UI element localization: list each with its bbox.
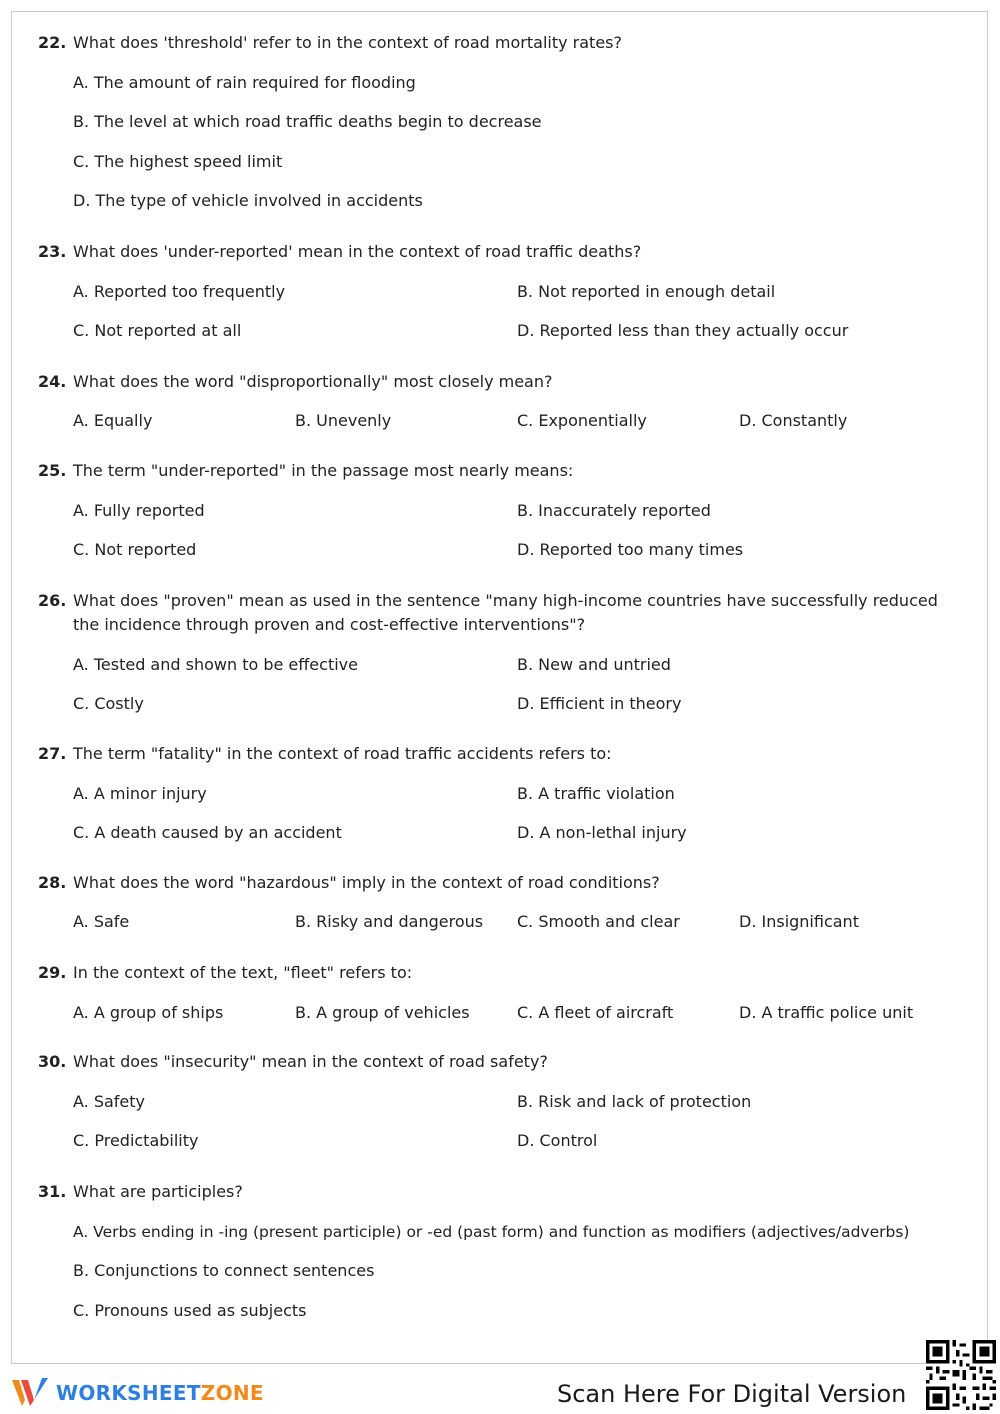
question-number: 27. <box>38 744 67 763</box>
question-number: 30. <box>38 1052 67 1071</box>
option-d[interactable]: D. Reported too many times <box>517 540 744 559</box>
question-text: What does the word "hazardous" imply in the context of road conditions? <box>73 873 660 892</box>
question-28 <box>38 871 938 935</box>
question-number: 22. <box>38 33 67 52</box>
worksheet-frame <box>11 11 988 1364</box>
question-number: 29. <box>38 963 67 982</box>
option-c[interactable]: C. Costly <box>73 694 144 713</box>
option-a[interactable]: A. Safe <box>73 912 130 931</box>
option-b[interactable]: B. New and untried <box>517 655 671 674</box>
option-c[interactable]: C. Predictability <box>73 1131 199 1150</box>
question-text: What does "proven" mean as used in the sentence "many high-income countries have successfully reduced the incidence through proven and cost-effective interventions"? <box>73 591 938 634</box>
option-d[interactable]: D. Constantly <box>739 411 848 430</box>
question-text: What are participles? <box>73 1182 243 1201</box>
question-text: What does the word "disproportionally" most closely mean? <box>73 372 553 391</box>
question-text: The term "under-reported" in the passage most nearly means: <box>73 461 574 480</box>
option-a[interactable]: A. Fully reported <box>73 501 205 520</box>
logo-text-zone: ZONE <box>200 1381 264 1405</box>
question-number: 28. <box>38 873 67 892</box>
question-text: The term "fatality" in the context of road traffic accidents refers to: <box>73 744 612 763</box>
option-c[interactable]: C. Pronouns used as subjects <box>73 1301 307 1320</box>
option-a[interactable]: A. Safety <box>73 1092 146 1111</box>
option-d[interactable]: D. Control <box>517 1131 598 1150</box>
question-number: 31. <box>38 1182 67 1201</box>
question-text: What does 'under-reported' mean in the context of road traffic deaths? <box>73 242 642 261</box>
option-d[interactable]: D. Efficient in theory <box>517 694 682 713</box>
option-a[interactable]: A. The amount of rain required for flooding <box>73 73 416 92</box>
option-b[interactable]: B. A group of vehicles <box>295 1003 470 1022</box>
question-number: 26. <box>38 591 67 610</box>
question-29 <box>38 961 938 1025</box>
logo-w-icon <box>10 1376 50 1410</box>
option-c[interactable]: C. A fleet of aircraft <box>517 1003 674 1022</box>
scan-instruction: Scan Here For Digital Version <box>557 1380 907 1408</box>
option-a[interactable]: A. Verbs ending in -ing (present participle) or -ed (past form) and function as modifiers (adjectives/adverbs) <box>73 1223 910 1241</box>
option-b[interactable]: B. Risky and dangerous <box>295 912 484 931</box>
qr-code-icon[interactable] <box>926 1340 996 1410</box>
option-a[interactable]: A. Tested and shown to be effective <box>73 655 358 674</box>
option-a[interactable]: A. Reported too frequently <box>73 282 286 301</box>
question-30 <box>38 1050 938 1154</box>
question-number: 25. <box>38 461 67 480</box>
option-c[interactable]: C. Smooth and clear <box>517 912 680 931</box>
option-d[interactable]: D. The type of vehicle involved in accidents <box>73 191 423 210</box>
option-d[interactable]: D. A non-lethal injury <box>517 823 687 842</box>
option-a[interactable]: A. A group of ships <box>73 1003 224 1022</box>
option-b[interactable]: B. Conjunctions to connect sentences <box>73 1261 375 1280</box>
question-31 <box>38 1180 938 1324</box>
question-27 <box>38 742 938 846</box>
option-a[interactable]: A. A minor injury <box>73 784 207 803</box>
question-text: What does 'threshold' refer to in the context of road mortality rates? <box>73 33 622 52</box>
option-c[interactable]: C. A death caused by an accident <box>73 823 342 842</box>
option-b[interactable]: B. Unevenly <box>295 411 392 430</box>
question-text: What does "insecurity" mean in the context of road safety? <box>73 1052 548 1071</box>
option-c[interactable]: C. Exponentially <box>517 411 647 430</box>
question-24 <box>38 370 938 434</box>
option-b[interactable]: B. Risk and lack of protection <box>517 1092 752 1111</box>
option-b[interactable]: B. Inaccurately reported <box>517 501 711 520</box>
option-b[interactable]: B. The level at which road traffic deaths begin to decrease <box>73 112 542 131</box>
question-25 <box>38 459 938 563</box>
option-b[interactable]: B. A traffic violation <box>517 784 675 803</box>
question-number: 23. <box>38 242 67 261</box>
option-d[interactable]: D. Insignificant <box>739 912 859 931</box>
worksheet-zone-logo[interactable] <box>10 1376 264 1410</box>
option-a[interactable]: A. Equally <box>73 411 153 430</box>
option-d[interactable]: D. A traffic police unit <box>739 1003 914 1022</box>
question-22 <box>38 31 938 215</box>
question-26 <box>38 589 938 717</box>
option-b[interactable]: B. Not reported in enough detail <box>517 282 776 301</box>
logo-text-worksheet: WORKSHEET <box>56 1381 201 1405</box>
question-number: 24. <box>38 372 67 391</box>
option-c[interactable]: C. The highest speed limit <box>73 152 283 171</box>
option-c[interactable]: C. Not reported <box>73 540 197 559</box>
question-23 <box>38 240 938 344</box>
option-c[interactable]: C. Not reported at all <box>73 321 242 340</box>
option-d[interactable]: D. Reported less than they actually occur <box>517 321 849 340</box>
question-text: In the context of the text, "fleet" refers to: <box>73 963 413 982</box>
